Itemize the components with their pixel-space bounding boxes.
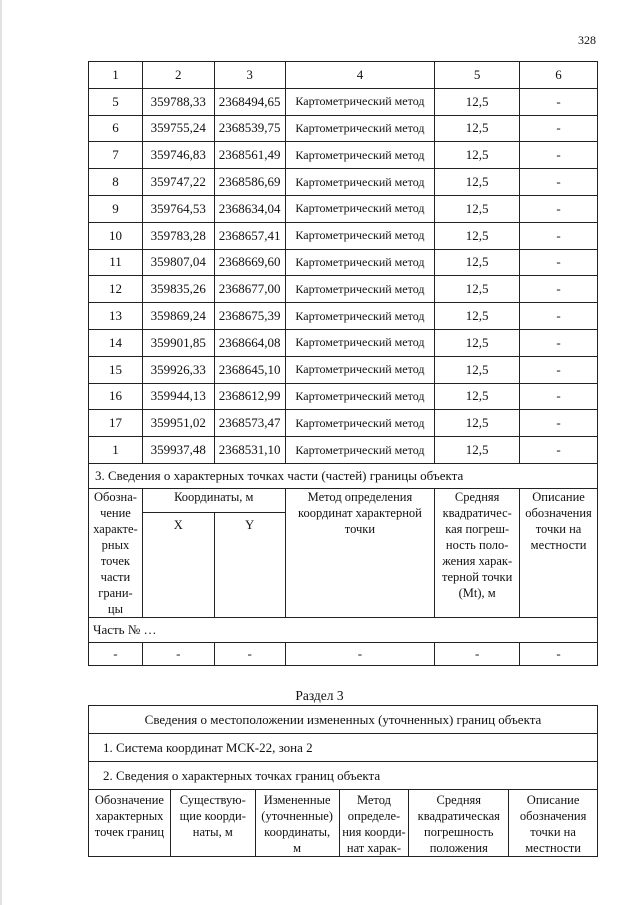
dash-cell: - xyxy=(214,642,285,665)
dash-cell: - xyxy=(520,642,598,665)
table-cell: 359869,24 xyxy=(142,303,214,330)
table-cell: 12 xyxy=(89,276,143,303)
points-title-row: 2. Сведения о характерных точках границ объекта xyxy=(89,762,598,790)
table-cell: 2368494,65 xyxy=(214,88,285,115)
table-cell: - xyxy=(520,169,598,196)
table-cell: 12,5 xyxy=(435,195,520,222)
dash-cell: - xyxy=(285,642,435,665)
table-cell: 359755,24 xyxy=(142,115,214,142)
table2-header-cell: Описание обозначения точки на местности xyxy=(509,790,598,857)
table-cell: 2368645,10 xyxy=(214,356,285,383)
table-row xyxy=(89,88,598,115)
section3-title: 3. Сведения о характерных точках части (частей) границы объекта xyxy=(89,463,598,488)
table-cell: - xyxy=(520,115,598,142)
table-cell: 2368669,60 xyxy=(214,249,285,276)
table-cell: 359926,33 xyxy=(142,356,214,383)
table-cell: 12,5 xyxy=(435,249,520,276)
table-cell: 359944,13 xyxy=(142,383,214,410)
table-cell: 359788,33 xyxy=(142,88,214,115)
table-cell: 7 xyxy=(89,142,143,169)
table-cell: 15 xyxy=(89,356,143,383)
table-cell: - xyxy=(520,195,598,222)
changed-boundaries-table xyxy=(88,705,598,857)
table1-header-cell: 2 xyxy=(142,62,214,89)
table-cell: 359835,26 xyxy=(142,276,214,303)
section-heading: Раздел 3 xyxy=(295,688,344,703)
table-cell: 359747,22 xyxy=(142,169,214,196)
table-row xyxy=(89,249,598,276)
table-cell: 1 xyxy=(89,437,143,464)
table-cell: 2368539,75 xyxy=(214,115,285,142)
table-cell: Картометрический метод xyxy=(285,195,435,222)
table-cell: 2368657,41 xyxy=(214,222,285,249)
table1-header-row xyxy=(89,62,598,89)
table-cell: - xyxy=(520,329,598,356)
table-row xyxy=(89,169,598,196)
table-cell: 12,5 xyxy=(435,142,520,169)
part-header-row xyxy=(89,488,598,512)
part-label: Часть № … xyxy=(89,617,598,642)
table-cell: 2368677,00 xyxy=(214,276,285,303)
table-cell: 2368531,10 xyxy=(214,437,285,464)
table-row xyxy=(89,383,598,410)
table-row xyxy=(89,303,598,330)
table-cell: 359807,04 xyxy=(142,249,214,276)
table-cell: 2368586,69 xyxy=(214,169,285,196)
table2-header-cell: Измененные (уточненные) координаты, м xyxy=(255,790,339,857)
table-cell: Картометрический метод xyxy=(285,383,435,410)
table-cell: 359746,83 xyxy=(142,142,214,169)
table2-header-cell: Обозначение характерных точек границ xyxy=(89,790,171,857)
table2-header-cell: Средняя квадратическая погрешность положения xyxy=(409,790,509,857)
table-cell: - xyxy=(520,383,598,410)
boundary-points-table xyxy=(88,61,598,666)
table-row xyxy=(89,115,598,142)
table-cell: Картометрический метод xyxy=(285,410,435,437)
table-cell: 359951,02 xyxy=(142,410,214,437)
page-number: 328 xyxy=(578,33,596,47)
table-row xyxy=(89,195,598,222)
table-cell: - xyxy=(520,88,598,115)
table-cell: 12,5 xyxy=(435,169,520,196)
table-cell: 359901,85 xyxy=(142,329,214,356)
table-cell: 359937,48 xyxy=(142,437,214,464)
x-header: X xyxy=(142,512,214,617)
table-cell: 12,5 xyxy=(435,410,520,437)
table-cell: 359783,28 xyxy=(142,222,214,249)
section3-row xyxy=(89,463,598,488)
table-cell: - xyxy=(520,249,598,276)
table-cell: 12,5 xyxy=(435,356,520,383)
table-cell: 6 xyxy=(89,115,143,142)
table2-title: Сведения о местоположении измененных (уточненных) границ объекта xyxy=(89,706,598,734)
table-row xyxy=(89,437,598,464)
table-row xyxy=(89,356,598,383)
dash-cell: - xyxy=(435,642,520,665)
table1-header-cell: 5 xyxy=(435,62,520,89)
table-cell: 2368561,49 xyxy=(214,142,285,169)
table-cell: 5 xyxy=(89,88,143,115)
table-cell: 12,5 xyxy=(435,276,520,303)
table-cell: 2368573,47 xyxy=(214,410,285,437)
description-header: Описание обозначения точки на местности xyxy=(520,488,598,617)
table-cell: Картометрический метод xyxy=(285,169,435,196)
table-cell: - xyxy=(520,276,598,303)
y-header: Y xyxy=(214,512,285,617)
part-row xyxy=(89,617,598,642)
table-cell: Картометрический метод xyxy=(285,88,435,115)
table2-header-cell: Существую- щие коорди- наты, м xyxy=(170,790,255,857)
table-cell: - xyxy=(520,410,598,437)
dash-cell: - xyxy=(142,642,214,665)
scan-edge xyxy=(0,0,2,905)
table-cell: Картометрический метод xyxy=(285,437,435,464)
table-cell: - xyxy=(520,142,598,169)
method-header: Метод определения координат характерной точки xyxy=(285,488,435,617)
table-cell: 9 xyxy=(89,195,143,222)
coord-system-row: 1. Система координат МСК-22, зона 2 xyxy=(89,734,598,762)
table-row xyxy=(89,276,598,303)
table-row xyxy=(89,410,598,437)
table-cell: 11 xyxy=(89,249,143,276)
table-cell: 13 xyxy=(89,303,143,330)
table-cell: 12,5 xyxy=(435,303,520,330)
table-cell: 359764,53 xyxy=(142,195,214,222)
table1-header-cell: 4 xyxy=(285,62,435,89)
table-row xyxy=(89,329,598,356)
designation-header: Обозна- чение характе- рных точек части грани- цы xyxy=(89,488,143,617)
table1-header-cell: 6 xyxy=(520,62,598,89)
table-cell: Картометрический метод xyxy=(285,249,435,276)
dash-cell: - xyxy=(89,642,143,665)
table-cell: 2368675,39 xyxy=(214,303,285,330)
table-cell: Картометрический метод xyxy=(285,356,435,383)
table-cell: Картометрический метод xyxy=(285,276,435,303)
table-cell: 12,5 xyxy=(435,437,520,464)
table-cell: 17 xyxy=(89,410,143,437)
table-cell: - xyxy=(520,437,598,464)
table-cell: Картометрический метод xyxy=(285,329,435,356)
table-cell: 2368634,04 xyxy=(214,195,285,222)
table-cell: 12,5 xyxy=(435,329,520,356)
table-cell: 12,5 xyxy=(435,115,520,142)
table-cell: - xyxy=(520,356,598,383)
table-cell: 14 xyxy=(89,329,143,356)
table-cell: Картометрический метод xyxy=(285,222,435,249)
table1-header-cell: 3 xyxy=(214,62,285,89)
table-cell: - xyxy=(520,222,598,249)
coordinates-header: Координаты, м xyxy=(142,488,285,512)
table-cell: 10 xyxy=(89,222,143,249)
table-row xyxy=(89,222,598,249)
table2-header-row xyxy=(89,790,598,857)
table-cell: Картометрический метод xyxy=(285,115,435,142)
table-cell: 8 xyxy=(89,169,143,196)
table-cell: 2368664,08 xyxy=(214,329,285,356)
table-cell: Картометрический метод xyxy=(285,142,435,169)
table-cell: 12,5 xyxy=(435,383,520,410)
table1-header-cell: 1 xyxy=(89,62,143,89)
table-cell: 12,5 xyxy=(435,88,520,115)
table-cell: 12,5 xyxy=(435,222,520,249)
table-cell: - xyxy=(520,303,598,330)
dash-row xyxy=(89,642,598,665)
table-cell: 2368612,99 xyxy=(214,383,285,410)
table-cell: Картометрический метод xyxy=(285,303,435,330)
table-cell: 16 xyxy=(89,383,143,410)
table2-header-cell: Метод определе- ния коорди- нат харак- xyxy=(339,790,409,857)
mse-header: Средняя квадратичес- кая погреш- ность поло- жения харак- терной точки (Mt), м xyxy=(435,488,520,617)
table-row xyxy=(89,142,598,169)
